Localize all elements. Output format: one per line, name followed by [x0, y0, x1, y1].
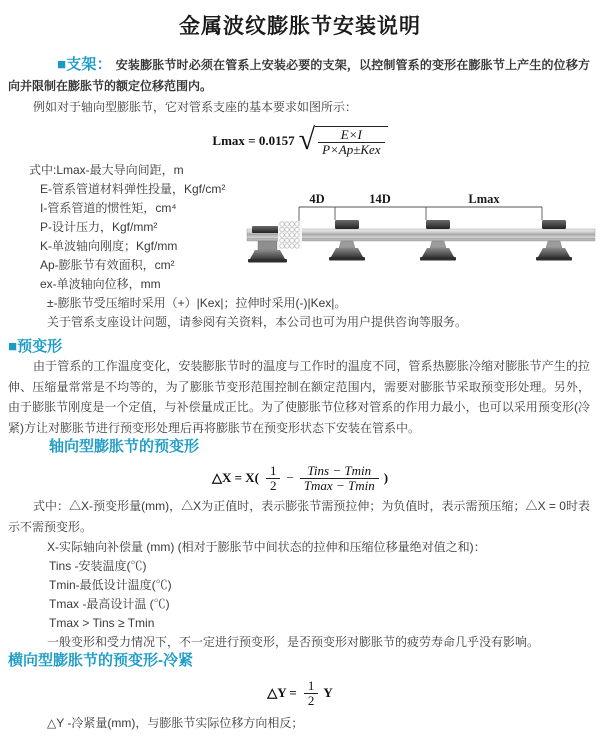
pipe-support-diagram	[245, 187, 597, 265]
definition-line: Tmin-最低设计温度(℃)	[49, 578, 172, 592]
definition-line: E-管系管道材料弹性投量，Kgf/cm²	[40, 182, 226, 196]
axial-definitions	[0, 538, 600, 652]
lateral-formula	[0, 678, 600, 708]
sqrt-sign	[298, 122, 388, 157]
definition-line: Tmax > Tins ≥ Tmin	[49, 616, 155, 630]
dim-label-lmax: Lmax	[468, 192, 500, 206]
lateral-formula-lhs: △Y =	[267, 685, 297, 700]
page-title: 金属波纹膨胀节安装说明	[179, 15, 421, 38]
bellows	[278, 221, 302, 249]
axial-subheading: 轴向型膨胀节的预变形	[49, 438, 200, 455]
lmax-denominator: P×Ap±Kex	[322, 141, 381, 157]
lateral-formula-rhs: Y	[323, 685, 333, 700]
axial-note-line: 一般变形和受力情况下，不一定进行预变形，是否预变形对膨胀节的疲劳寿命几乎没有影响。	[47, 635, 540, 649]
predeform-section-heading	[8, 338, 590, 356]
support-section-heading: 支架：	[66, 56, 112, 73]
half-numerator: 1	[304, 679, 319, 694]
radical-icon: √	[298, 122, 316, 156]
predeform-heading-text: 预变形	[17, 338, 63, 355]
half-denominator: 2	[269, 477, 277, 493]
definition-line: Tins -安装温度(℃)	[49, 559, 147, 573]
axial-explain-paragraph: 式中：△X-预变形量(mm)，△X为正值时，表示膨张节需预拉伸；为负值时，表示需预压缩；△X = 0时表示不需预变形。	[8, 499, 590, 534]
axial-formula	[0, 460, 600, 496]
support-intro-paragraph	[8, 54, 590, 97]
axial-formula-rhs: )	[383, 470, 389, 485]
definition-line: ex-单波轴向位移，mm	[40, 277, 161, 291]
one-half-fraction	[266, 464, 281, 493]
sign-note-line: ±-膨胀节受压缩时采用（+）|Kex|；拉伸时采用(-)|Kex|。	[47, 296, 347, 310]
section-square-icon: ■	[57, 56, 67, 73]
definition-line: Tmax -最高设计温 (℃)	[49, 597, 170, 611]
lmax-formula-lhs: Lmax = 0.0157	[212, 133, 295, 148]
minus-sign: −	[286, 470, 294, 485]
temp-denominator: Tmax − Tmin	[303, 477, 375, 493]
one-half-fraction	[304, 679, 319, 708]
temp-numerator: Tins − Tmin	[300, 464, 379, 479]
definition-line: Ap-膨胀节有效面积，cm²	[40, 258, 175, 272]
half-numerator: 1	[266, 464, 281, 479]
support-definitions	[0, 161, 600, 332]
lateral-note-line: △Y -冷紧量(mm)，与膨胀节实际位移方向相反；	[47, 716, 304, 730]
half-denominator: 2	[307, 692, 315, 708]
dim-label-4d: 4D	[309, 192, 325, 206]
definition-line: X-实际轴向补偿量 (mm) (相对于膨胀节中间状态的拉伸和压缩位移量绝对值之和)：	[47, 540, 486, 554]
predeform-paragraph: 由于管系的工作温度变化，安装膨胀节时的温度与工作时的温度不同，管系热膨胀冷缩对膨胀节产生的拉伸、压缩量常常是不均等的，为了膨胀节变形范围控制在额定范围内，需要对膨胀节采取预变形处理。另外，由于膨胀节刚度是一个定值，与补偿量成正比。为了使膨胀节位移对管系的作用力最小，也可以采用预变形(冷紧)方让对膨胀节进行预变形处理后再将膨胀节在预变形状态下安装在管系中。	[8, 359, 590, 435]
definition-line: P-设计压力，Kgf/mm²	[40, 220, 158, 234]
section-square-icon: ■	[8, 338, 18, 355]
definition-line: 式中:Lmax-最大导向间距，m	[29, 163, 184, 177]
support-example-line: 例如对于轴向型膨胀节，它对管系支座的基本要求如图所示：	[33, 100, 358, 114]
definition-line: K-单波轴向刚度；Kgf/mm	[40, 239, 178, 253]
dim-label-14d: 14D	[369, 192, 391, 206]
lmax-fraction	[318, 128, 385, 157]
consult-note-line: 关于管系支座设计问题，请参阅有关资料，本公司也可为用户提供咨询等服务。	[47, 315, 468, 329]
lmax-formula	[0, 123, 600, 159]
temperature-fraction	[300, 464, 379, 493]
definition-line: I-管系管道的惯性矩，cm⁴	[40, 201, 177, 215]
lateral-subheading: 横向型膨胀节的预变形-冷紧	[8, 652, 193, 669]
support-intro-text: 安装膨胀节时必须在管系上安装必要的支架，以控制管系的变形在膨胀节上产生的位移方向并限制在膨胀节的额定位移范围内。	[8, 58, 590, 93]
lmax-numerator: E×I	[318, 128, 385, 143]
axial-formula-lhs: △X = X(	[211, 470, 259, 485]
